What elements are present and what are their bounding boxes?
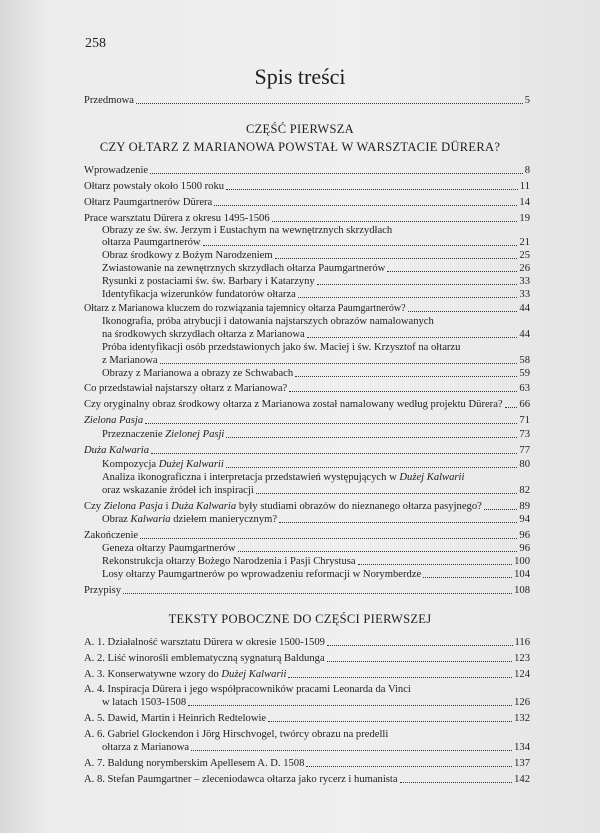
toc-entry-preface[interactable] [84, 94, 530, 107]
toc-entry[interactable]: Geneza ołtarzy Paumgartnerów 96 [102, 543, 530, 554]
toc-entry[interactable]: A. 1. Działalność warsztatu Dürera w okresie 1500-1509 116 [84, 637, 530, 648]
page-number: 258 [85, 36, 106, 51]
toc-entry[interactable]: Zielona Pasja 71 [84, 415, 530, 426]
toc-entry[interactable]: Wprowadzenie 8 [84, 165, 530, 176]
toc-entry-line: A. 6. Gabriel Glockendon i Jörg Hirschvogel, twórcy obrazu na predelli [84, 729, 389, 740]
toc-entry[interactable]: Ołtarz z Marianowa kluczem do rozwiązania tajemnicy ołtarza Paumgartnerów? 44 [84, 303, 530, 314]
toc-entry[interactable]: Zwiastowanie na zewnętrznych skrzydłach ołtarza Paumgartnerów 26 [102, 263, 530, 274]
toc-entry-line: Próba identyfikacji osób przedstawionych jako św. Maciej i św. Krzysztof na ołtarzu [102, 342, 461, 353]
toc-entry-line: Analiza ikonograficzna i interpretacja przedstawień występujących w Dużej Kalwarii [102, 472, 465, 483]
toc-entry[interactable]: A. 7. Baldung norymberskim Apellesem A. D. 1508 137 [84, 758, 530, 769]
toc-entry[interactable]: Obrazy z Marianowa a obrazy ze Schwabach 59 [102, 368, 530, 379]
toc-entry[interactable]: oraz wskazanie źródeł ich inspiracji 82 [102, 485, 530, 496]
toc-entry[interactable]: Zakończenie 96 [84, 530, 530, 541]
side-heading: TEKSTY POBOCZNE DO CZĘŚCI PIERWSZEJ [168, 612, 432, 626]
toc-entry[interactable]: A. 3. Konserwatywne wzory do Dużej Kalwarii 124 [84, 669, 530, 680]
toc-entry[interactable]: A. 8. Stefan Paumgartner – zleceniodawca ołtarza jako rycerz i humanista 142 [84, 774, 530, 785]
toc-entry[interactable]: Identyfikacja wizerunków fundatorów ołtarza 33 [102, 289, 530, 300]
toc-entry-line: A. 4. Inspiracja Dürera i jego współpracowników pracami Leonarda da Vinci [84, 684, 411, 695]
page-title: Spis treści [254, 64, 346, 89]
part-subheading: CZY OŁTARZ Z MARIANOWA POWSTAŁ W WARSZTACIE DÜRERA? [99, 140, 501, 154]
toc-entry[interactable]: w latach 1503-1508 126 [102, 697, 530, 708]
toc-entry[interactable]: A. 2. Liść winorośli emblematyczną sygnaturą Baldunga 123 [84, 653, 530, 664]
toc-entry[interactable]: Rekonstrukcja ołtarzy Bożego Narodzenia i Pasji Chrystusa 100 [102, 556, 530, 567]
toc-entry[interactable]: ołtarza Paumgartnerów 21 [102, 237, 530, 248]
toc-entry[interactable]: Duża Kalwaria 77 [84, 445, 530, 456]
toc-entry[interactable]: na środkowych skrzydłach ołtarza z Marianowa 44 [102, 329, 530, 340]
toc-entry[interactable]: Rysunki z postaciami św. św. Barbary i Katarzyny 33 [102, 276, 530, 287]
toc-entry[interactable]: Prace warsztatu Dürera z okresu 1495-1506 19 [84, 213, 530, 224]
toc-entry[interactable]: Co przedstawiał najstarszy ołtarz z Marianowa? 63 [84, 383, 530, 394]
toc-entry[interactable]: z Marianowa 58 [102, 355, 530, 366]
toc-page: 5 [524, 95, 530, 106]
toc-entry[interactable]: Przypisy 108 [84, 585, 530, 596]
toc-entry[interactable]: Czy Zielona Pasja i Duża Kalwaria były studiami obrazów do nieznanego ołtarza pasyjnego? 89 [84, 501, 530, 512]
toc-entry[interactable]: Czy oryginalny obraz środkowy ołtarza z Marianowa został namalowany według projektu Dürera? 66 [84, 399, 530, 410]
part-heading: CZĘŚĆ PIERWSZA [245, 122, 355, 136]
toc-label: Przedmowa [84, 95, 135, 106]
toc-entry[interactable]: A. 5. Dawid, Martin i Heinrich Redtelowie 132 [84, 713, 530, 724]
toc-entry[interactable]: Losy ołtarzy Paumgartnerów po wprowadzeniu reformacji w Norymberdze 104 [102, 569, 530, 580]
toc-entry[interactable]: Kompozycja Dużej Kalwarii 80 [102, 459, 530, 470]
toc-entry[interactable]: Obraz środkowy z Bożym Narodzeniem 25 [102, 250, 530, 261]
toc-entry[interactable]: Ołtarz Paumgartnerów Dürera 14 [84, 197, 530, 208]
toc-entry[interactable]: Ołtarz powstały około 1500 roku 11 [84, 181, 530, 192]
toc-entry[interactable]: Przeznaczenie Zielonej Pasji 73 [102, 429, 530, 440]
toc-entry-line: Obrazy ze św. św. Jerzym i Eustachym na wewnętrznych skrzydłach [102, 225, 393, 236]
toc-entry[interactable]: ołtarza z Marianowa 134 [102, 742, 530, 753]
toc-entry-line: Ikonografia, próba atrybucji i datowania najstarszych obrazów namalowanych [102, 316, 434, 327]
toc-entry[interactable]: Obraz Kalwaria dziełem manierycznym? 94 [102, 514, 530, 525]
